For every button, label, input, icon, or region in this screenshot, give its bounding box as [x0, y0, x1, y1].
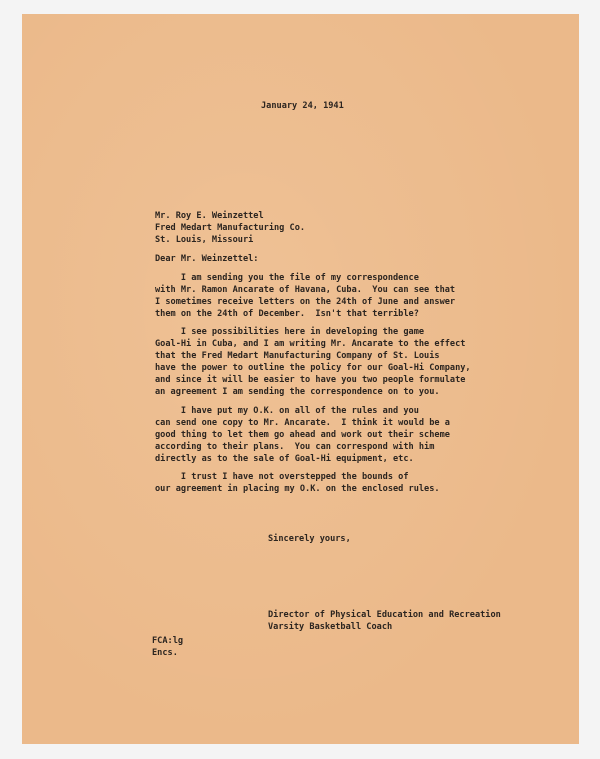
typist-initials: FCA:lg — [152, 636, 184, 646]
paragraph-line: Goal-Hi in Cuba, and I am writing Mr. Ancarate to the effect — [155, 339, 466, 349]
paragraph-line: good thing to let them go ahead and work out their scheme — [155, 430, 450, 440]
salutation: Dear Mr. Weinzettel: — [155, 254, 259, 264]
paragraph-line: I sometimes receive letters on the 24th of June and answer — [155, 297, 456, 307]
paragraph-line: directly as to the sale of Goal-Hi equipment, etc. — [155, 454, 414, 464]
paragraph-line: have the power to outline the policy for our Goal-Hi Company, — [155, 363, 471, 373]
paragraph-line: according to their plans. You can correspond with him — [155, 442, 435, 452]
signature-title-line: Varsity Basketball Coach — [268, 622, 393, 632]
paragraph-line: and since it will be easier to have you two people formulate — [155, 375, 466, 385]
paragraph-line: them on the 24th of December. Isn't that terrible? — [155, 309, 419, 319]
paragraph-line: with Mr. Ramon Ancarate of Havana, Cuba. You can see that — [155, 285, 456, 295]
recipient-city: St. Louis, Missouri — [155, 235, 254, 245]
paragraph-line: that the Fred Medart Manufacturing Company of St. Louis — [155, 351, 440, 361]
closing: Sincerely yours, — [268, 534, 351, 544]
signature-title-line: Director of Physical Education and Recreation — [268, 610, 501, 620]
paragraph-line: an agreement I am sending the correspondence on to you. — [155, 387, 440, 397]
paragraph-line: can send one copy to Mr. Ancarate. I think it would be a — [155, 418, 450, 428]
paragraph-line: our agreement in placing my O.K. on the enclosed rules. — [155, 484, 440, 494]
enclosure-note: Encs. — [152, 648, 178, 658]
paragraph-line: I trust I have not overstepped the bounds of — [155, 472, 409, 482]
paragraph-line: I have put my O.K. on all of the rules and you — [155, 406, 419, 416]
paragraph-line: I am sending you the file of my correspondence — [155, 273, 419, 283]
paragraph-line: I see possibilities here in developing the game — [155, 327, 425, 337]
letter-date: January 24, 1941 — [261, 101, 344, 111]
recipient-company: Fred Medart Manufacturing Co. — [155, 223, 306, 233]
recipient-name: Mr. Roy E. Weinzettel — [155, 211, 264, 221]
letter-page — [22, 14, 579, 744]
